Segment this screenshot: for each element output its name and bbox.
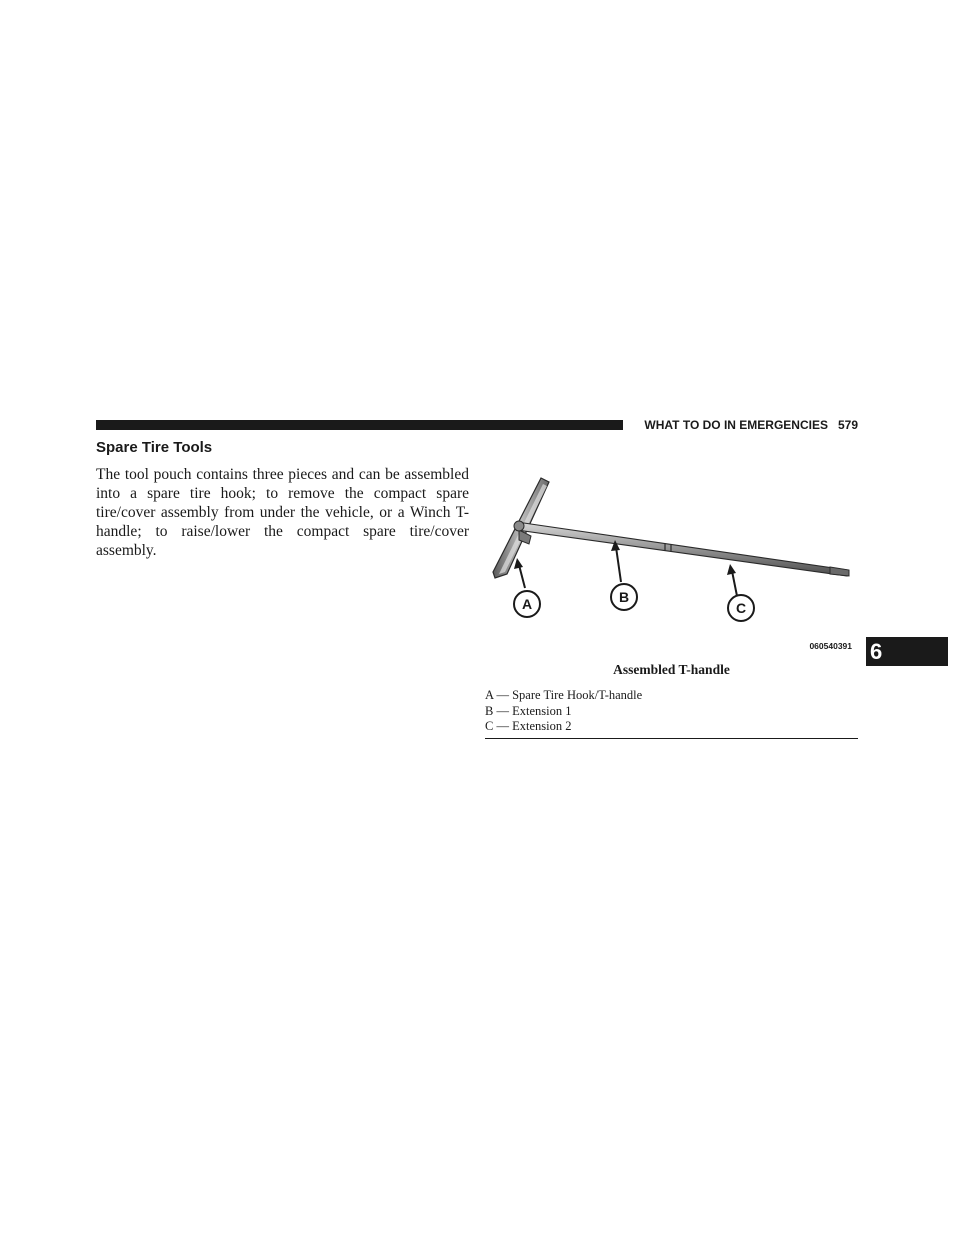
running-header	[632, 417, 858, 433]
callout-a	[514, 591, 540, 617]
body-paragraph: The tool pouch contains three pieces and can be assembled into a spare tire hook; to remove the compact spare tire/cover assembly from under the vehicle, or a Winch T-handle; to raise/lower the compact spare tire/cover assembly.	[96, 466, 469, 559]
svg-text:C: C	[735, 600, 747, 616]
section-title: Spare Tire Tools	[96, 439, 213, 456]
extension-rods	[514, 521, 849, 576]
t-handle-illustration	[485, 470, 858, 654]
callout-c	[728, 595, 754, 621]
svg-text:A: A	[521, 596, 533, 612]
image-code: 060540391	[809, 641, 852, 651]
legend-rule	[485, 738, 858, 739]
figure-legend	[485, 688, 858, 735]
legend-item-c: C — Extension 2	[485, 719, 572, 733]
legend-item-a: A — Spare Tire Hook/T-handle	[485, 688, 643, 702]
page-number: 579	[837, 418, 858, 432]
svg-text:B: B	[618, 589, 630, 605]
legend-item-b: B — Extension 1	[485, 703, 572, 718]
header-section-title: WHAT TO DO IN EMERGENCIES	[644, 418, 828, 432]
callout-b	[611, 584, 637, 610]
figure-caption: Assembled T-handle	[613, 662, 730, 677]
header-rule	[96, 420, 623, 430]
chapter-tab: 6	[866, 637, 948, 666]
